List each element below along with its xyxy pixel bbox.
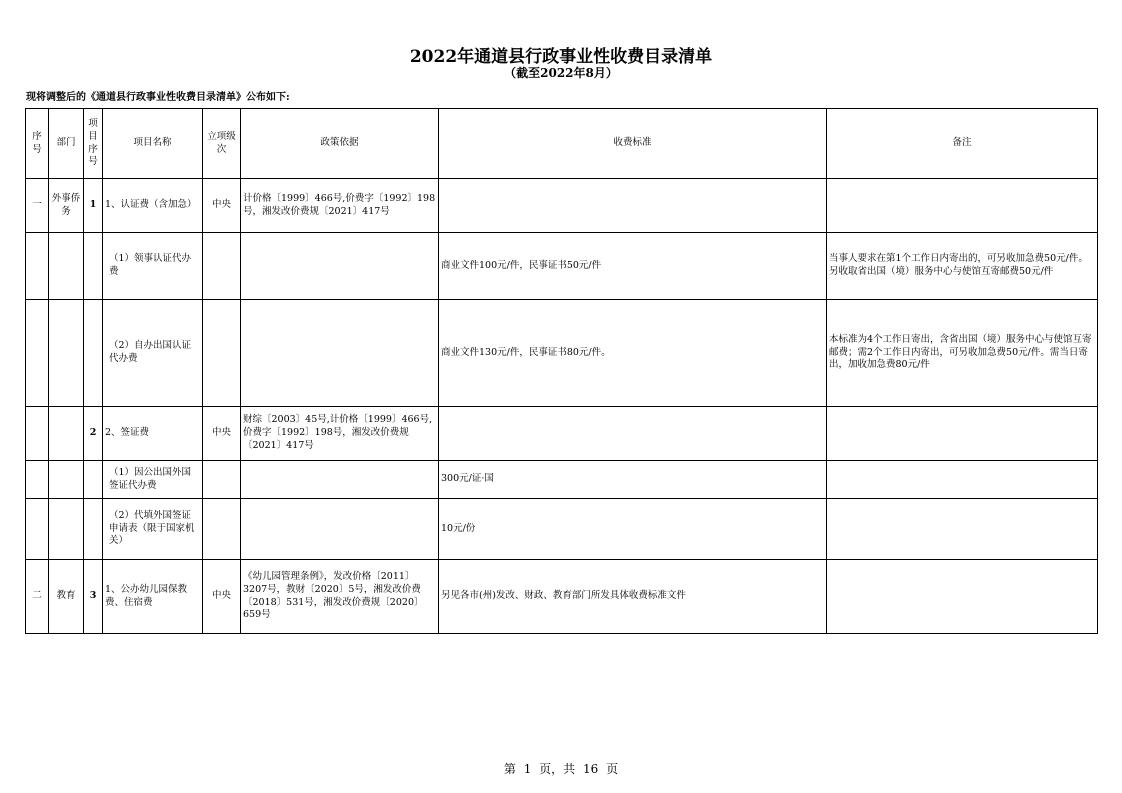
cell-item-name: 1、公办幼儿园保教费、住宿费 (103, 560, 203, 634)
cell-item-name: 1、认证费（含加急） (103, 179, 203, 233)
cell-seq: 二 (26, 560, 49, 634)
table-row (26, 300, 1098, 407)
table-row (26, 179, 1098, 233)
cell-remark (827, 179, 1098, 233)
cell-basis (241, 300, 439, 407)
footer-mid: 页，共 (539, 762, 576, 776)
footer-page-number: 1 (523, 762, 532, 776)
cell-level: 中央 (203, 560, 241, 634)
page-footer (0, 760, 1122, 777)
cell-level (203, 300, 241, 407)
fee-table (25, 108, 1098, 634)
table-row (26, 560, 1098, 634)
cell-dept (49, 407, 84, 461)
cell-standard: 另见各市(州)发改、财政、教育部门所发具体收费标准文件 (439, 560, 827, 634)
header-standard: 收费标准 (439, 109, 827, 179)
cell-level (203, 233, 241, 300)
cell-seq: 一 (26, 179, 49, 233)
cell-basis: 财综〔2003〕45号,计价格〔1999〕466号,价费字〔1992〕198号，湘发改价费规〔2021〕417号 (241, 407, 439, 461)
cell-remark (827, 560, 1098, 634)
cell-remark: 当事人要求在第1个工作日内寄出的，可另收加急费50元/件。另收取省出国（境）服务中心与使馆互寄邮费50元/件 (827, 233, 1098, 300)
cell-dept (49, 300, 84, 407)
table-row (26, 233, 1098, 300)
table-row (26, 499, 1098, 560)
cell-remark (827, 407, 1098, 461)
cell-item-name: 2、签证费 (103, 407, 203, 461)
table-row (26, 461, 1098, 499)
cell-dept (49, 499, 84, 560)
cell-dept (49, 233, 84, 300)
cell-basis (241, 233, 439, 300)
cell-level (203, 461, 241, 499)
cell-basis: 《幼儿园管理条例》，发改价格〔2011〕3207号，教财〔2020〕5号，湘发改价费〔2018〕531号，湘发改价费规〔2020〕659号 (241, 560, 439, 634)
cell-dept: 外事侨务 (49, 179, 84, 233)
cell-seq (26, 407, 49, 461)
header-seq: 序号 (26, 109, 49, 179)
cell-standard: 商业文件100元/件，民事证书50元/件 (439, 233, 827, 300)
footer-prefix: 第 (503, 762, 516, 776)
header-item-name: 项目名称 (103, 109, 203, 179)
header-basis: 政策依据 (241, 109, 439, 179)
footer-suffix: 页 (606, 762, 619, 776)
cell-item-name: （2）自办出国认证代办费 (103, 300, 203, 407)
cell-remark (827, 461, 1098, 499)
cell-item-name: （2）代填外国签证申请表（限于国家机关） (103, 499, 203, 560)
cell-basis (241, 499, 439, 560)
cell-seq (26, 461, 49, 499)
cell-dept (49, 461, 84, 499)
cell-basis: 计价格〔1999〕466号,价费字〔1992〕198号，湘发改价费规〔2021〕417号 (241, 179, 439, 233)
cell-remark: 本标准为4个工作日寄出，含省出国（境）服务中心与使馆互寄邮费；需2个工作日内寄出，可另收加急费50元/件。需当日寄出，加收加急费80元/件 (827, 300, 1098, 407)
header-row (26, 109, 1098, 179)
cell-standard: 10元/份 (439, 499, 827, 560)
header-dept: 部门 (49, 109, 84, 179)
cell-standard (439, 179, 827, 233)
page-subtitle: （截至2022年8月） (504, 66, 618, 80)
header-remark: 备注 (827, 109, 1098, 179)
cell-dept: 教育 (49, 560, 84, 634)
cell-item-name: （1）因公出国外国签证代办费 (103, 461, 203, 499)
cell-seq (26, 499, 49, 560)
cell-item-no: 2 (84, 407, 103, 461)
cell-level: 中央 (203, 179, 241, 233)
cell-level (203, 499, 241, 560)
cell-standard: 商业文件130元/件，民事证书80元/件。 (439, 300, 827, 407)
header-level: 立项级次 (203, 109, 241, 179)
cell-item-no (84, 233, 103, 300)
cell-level: 中央 (203, 407, 241, 461)
cell-item-no (84, 300, 103, 407)
cell-item-no (84, 461, 103, 499)
cell-item-no: 3 (84, 560, 103, 634)
footer-total-pages: 16 (583, 762, 599, 776)
cell-basis (241, 461, 439, 499)
cell-standard (439, 407, 827, 461)
table-row (26, 407, 1098, 461)
cell-standard: 300元/证·国 (439, 461, 827, 499)
header-item-no: 项目序号 (84, 109, 103, 179)
cell-seq (26, 233, 49, 300)
intro-text: 现将调整后的《通道县行政事业性收费目录清单》公布如下: (26, 92, 290, 103)
cell-remark (827, 499, 1098, 560)
cell-item-name: （1）领事认证代办费 (103, 233, 203, 300)
cell-seq (26, 300, 49, 407)
cell-item-no (84, 499, 103, 560)
page-title: 2022年通道县行政事业性收费目录清单 (409, 47, 713, 67)
cell-item-no: 1 (84, 179, 103, 233)
